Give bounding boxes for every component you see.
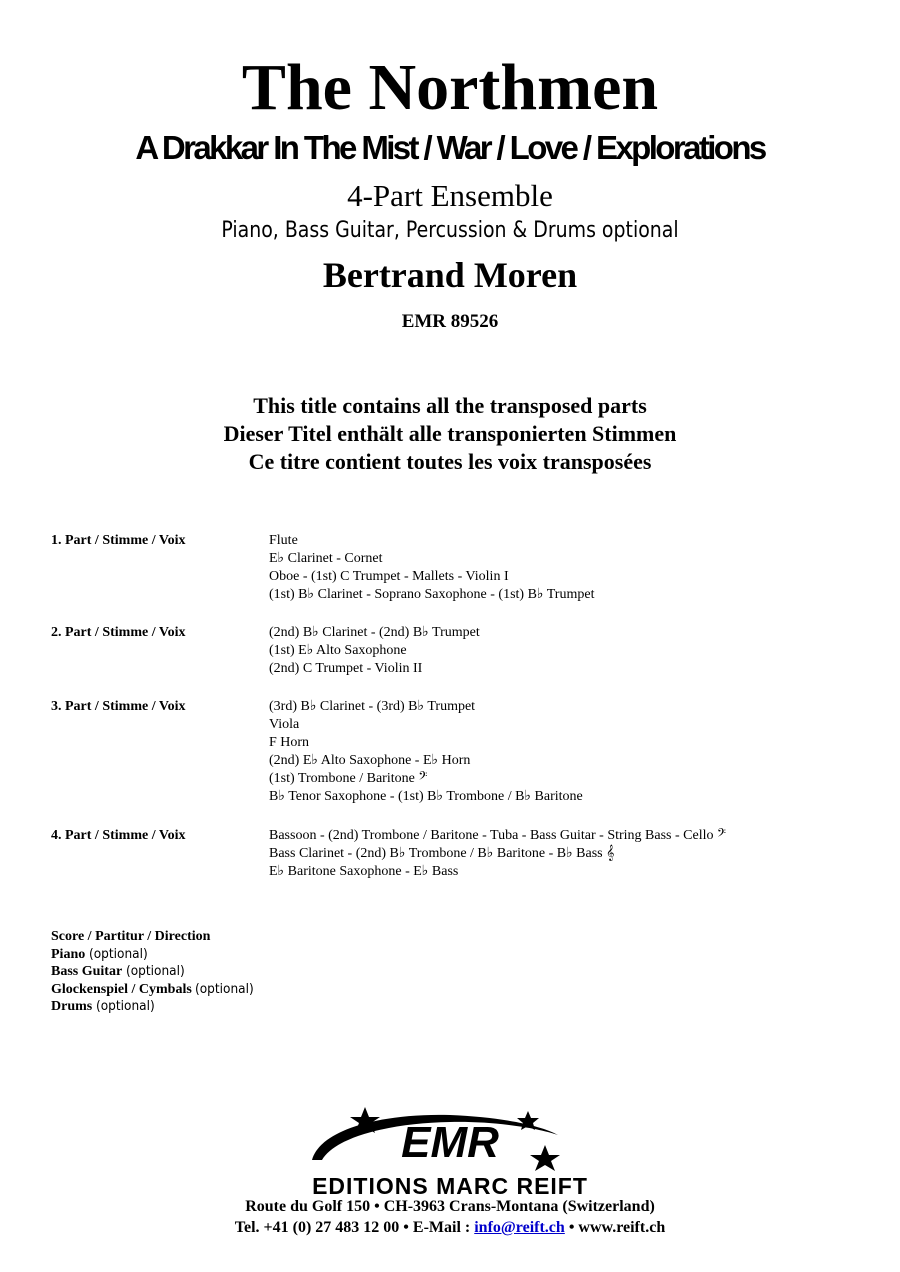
piano-label: Piano	[51, 946, 86, 962]
part-label: 1. Part / Stimme / Voix	[51, 533, 186, 548]
optional-note: (optional)	[95, 998, 155, 1014]
page-title: The Northmen	[241, 51, 659, 124]
part-label: 2. Part / Stimme / Voix	[51, 625, 186, 640]
part-label: 3. Part / Stimme / Voix	[51, 699, 186, 714]
subtitle: A Drakkar In The Mist / War / Love / Explorations	[135, 129, 765, 166]
instrument-line: (3rd) B♭ Clarinet - (3rd) B♭ Trumpet	[269, 699, 476, 714]
instrumentation: Piano, Bass Guitar, Percussion & Drums optional	[221, 218, 679, 243]
instrument-line: E♭ Baritone Saxophone - E♭ Bass	[269, 864, 459, 879]
website-text: • www.reift.ch	[564, 1219, 666, 1236]
composer-name: Bertrand Moren	[322, 255, 578, 295]
publisher-contact	[0, 1217, 900, 1238]
phone-text: Tel. +41 (0) 27 483 12 00 • E-Mail :	[234, 1219, 475, 1236]
optional-note: (optional)	[195, 980, 255, 997]
glockenspiel-label: Glockenspiel / Cymbals	[51, 981, 192, 997]
instrument-line: Viola	[269, 717, 300, 732]
transposed-parts-note	[0, 392, 900, 476]
bass-guitar-label: Bass Guitar	[51, 964, 123, 979]
note-german: Dieser Titel enthält alle transponierten Stimmen	[223, 421, 677, 446]
instrument-line: Flute	[269, 533, 298, 548]
note-english: This title contains all the transposed parts	[253, 393, 647, 418]
instrument-line: E♭ Clarinet - Cornet	[269, 551, 383, 566]
instrument-line: Bass Clarinet - (2nd) B♭ Trombone / B♭ Baritone - B♭ Bass 𝄞	[269, 846, 615, 861]
instrument-line: F Horn	[269, 735, 310, 750]
instrument-line: Bassoon - (2nd) Trombone / Baritone - Tuba - Bass Guitar - String Bass - Cello 𝄢	[269, 828, 726, 843]
instrument-line: B♭ Tenor Saxophone - (1st) B♭ Trombone / B♭ Baritone	[269, 789, 583, 804]
instrument-line: (1st) E♭ Alto Saxophone	[269, 643, 407, 658]
instrument-line: Oboe - (1st) C Trumpet - Mallets - Violin I	[269, 569, 509, 584]
optional-note: (optional)	[88, 945, 148, 962]
part-label: 4. Part / Stimme / Voix	[51, 828, 186, 843]
logo-text: EMR	[401, 1118, 499, 1167]
part-instrument-list	[269, 827, 726, 881]
instrument-line: (2nd) B♭ Clarinet - (2nd) B♭ Trumpet	[269, 625, 480, 640]
instrument-line: (1st) Trombone / Baritone 𝄢	[269, 771, 428, 786]
part-instrument-list	[269, 532, 594, 604]
catalog-code: EMR 89526	[401, 311, 499, 332]
optional-note: (optional)	[125, 963, 185, 979]
publisher-name: EDITIONS MARC REIFT	[312, 1173, 588, 1199]
publisher-address: Route du Golf 150 • CH-3963 Crans-Montana (Switzerland)	[245, 1198, 655, 1215]
part-instrument-list	[269, 624, 480, 678]
ensemble-type: 4-Part Ensemble	[347, 178, 553, 213]
note-french: Ce titre contient toutes les voix transposées	[248, 449, 652, 474]
score-label: Score / Partitur / Direction	[51, 929, 211, 944]
part-instrument-list	[269, 698, 583, 806]
instrument-line: (1st) B♭ Clarinet - Soprano Saxophone - (1st) B♭ Trumpet	[269, 587, 595, 602]
emr-logo	[300, 1105, 600, 1200]
email-link[interactable]: info@reift.ch	[474, 1219, 565, 1236]
additional-parts	[51, 928, 261, 1016]
instrument-line: (2nd) E♭ Alto Saxophone - E♭ Horn	[269, 753, 471, 768]
instrument-line: (2nd) C Trumpet - Violin II	[269, 661, 423, 676]
drums-label: Drums	[51, 999, 93, 1014]
